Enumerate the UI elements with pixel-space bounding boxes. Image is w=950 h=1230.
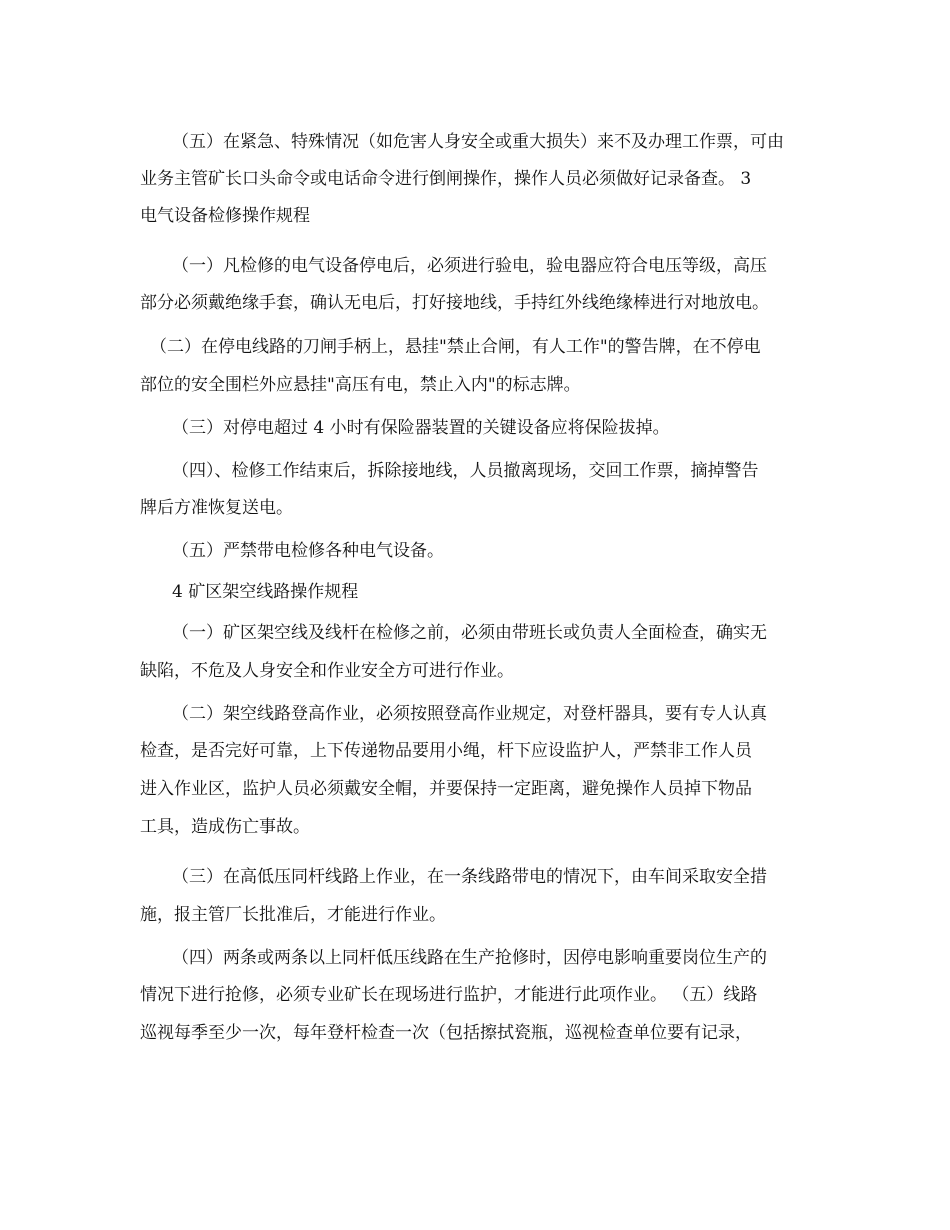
body-line: （四）两条或两条以上同杆低压线路在生产抢修时，因停电影响重要岗位生产的 [172,948,767,968]
body-line: 业务主管矿长口头命令或电话命令进行倒闸操作，操作人员必须做好记录备查。 3 [140,169,752,189]
section-heading: 4 矿区架空线路操作规程 [172,582,359,602]
body-line: （一）凡检修的电气设备停电后，必须进行验电，验电器应符合电压等级，高压 [172,256,767,276]
section-heading: 电气设备检修操作规程 [140,206,310,226]
body-line: 缺陷，不危及人身安全和作业安全方可进行作业。 [140,661,514,681]
body-line: 工具，造成伤亡事故。 [140,817,310,837]
body-line: 进入作业区，监护人员必须戴安全帽，并要保持一定距离，避免操作人员掉下物品 [140,779,752,799]
body-line: 部分必须戴绝缘手套，确认无电后，打好接地线，手持红外线绝缘棒进行对地放电。 [140,293,769,313]
body-line: （五）在紧急、特殊情况（如危害人身安全或重大损失）来不及办理工作票，可由 [172,132,784,152]
body-line: （二）在停电线路的刀闸手柄上，悬挂"禁止合闸，有人工作"的警告牌，在不停电 [150,337,761,357]
body-line: （三）在高低压同杆线路上作业，在一条线路带电的情况下，由车间采取安全措 [172,867,767,887]
body-line: 检查，是否完好可靠，上下传递物品要用小绳，杆下应设监护人，严禁非工作人员 [140,741,752,761]
body-line: 施，报主管厂长批准后，才能进行作业。 [140,905,446,925]
body-line: 部位的安全围栏外应悬挂"高压有电，禁止入内"的标志牌。 [140,375,581,395]
body-line: 牌后方准恢复送电。 [140,498,293,518]
body-line: （二）架空线路登高作业，必须按照登高作业规定，对登杆器具，要有专人认真 [172,704,767,724]
body-line: （五）严禁带电检修各种电气设备。 [172,541,444,561]
body-line: 情况下进行抢修，必须专业矿长在现场进行监护，才能进行此项作业。 （五）线路 [140,985,758,1005]
body-line: 巡视每季至少一次，每年登杆检查一次（包括擦拭瓷瓶，巡视检查单位要有记录， [140,1023,752,1043]
body-line: （一）矿区架空线及线杆在检修之前，必须由带班长或负责人全面检查，确实无 [172,623,767,643]
body-line: （四）、检修工作结束后，拆除接地线，人员撤离现场，交回工作票，摘掉警告 [172,461,759,481]
body-line: （三）对停电超过 4 小时有保险器装置的关键设备应将保险拔掉。 [172,418,670,438]
